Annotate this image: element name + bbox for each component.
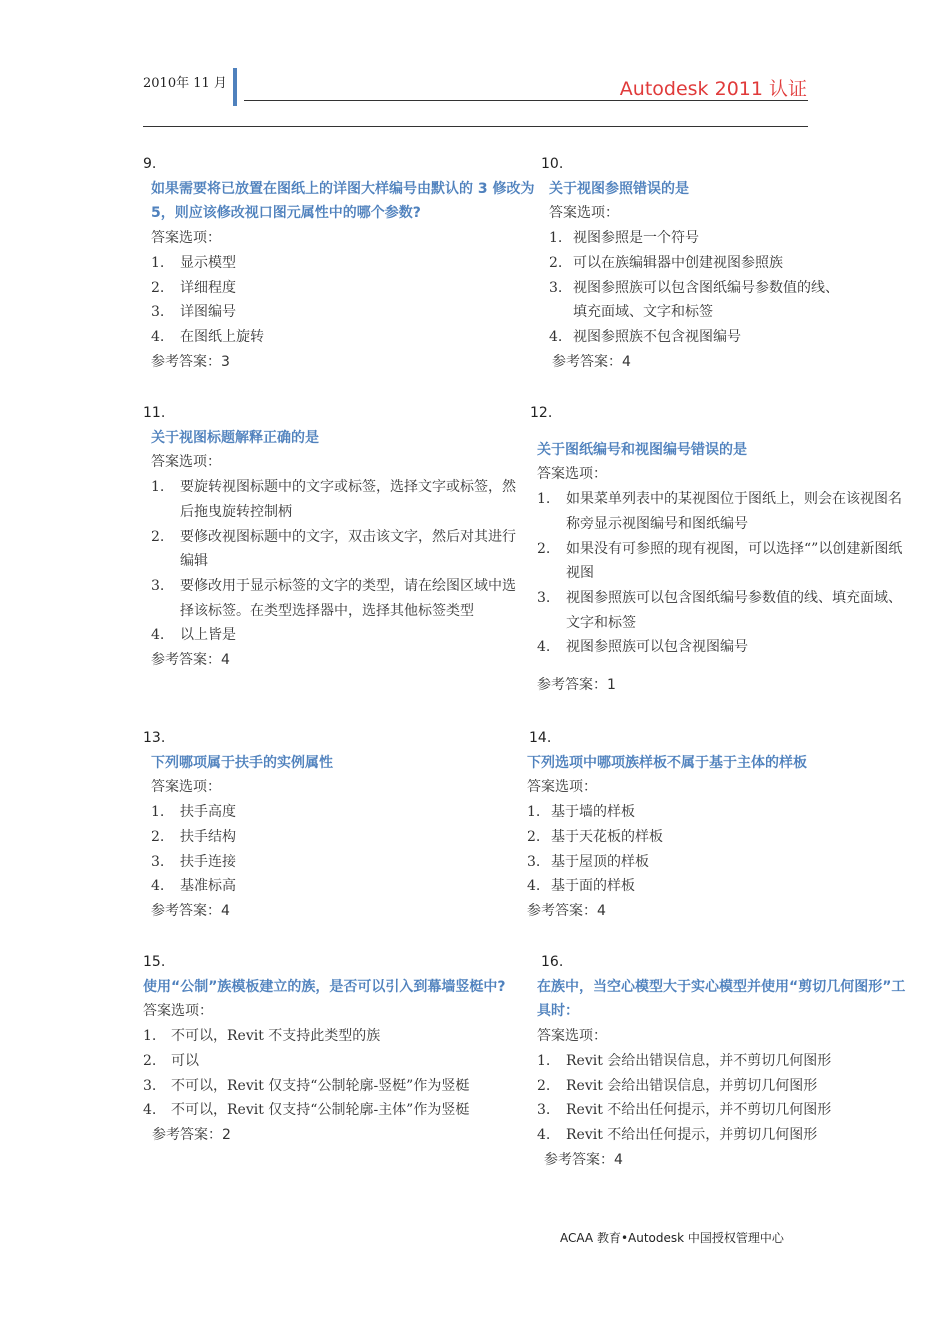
option-2: 2. 扶手结构 xyxy=(151,828,236,845)
options-label: 答案选项： xyxy=(549,205,619,222)
option-4: 4. 基于面的样板 xyxy=(527,878,635,895)
option-2: 2. 基于天花板的样板 xyxy=(527,828,663,845)
question-title: 下列哪项属于扶手的实例属性 xyxy=(151,754,333,771)
option-4: 4. 以上皆是 xyxy=(151,627,236,644)
footer-text: ACAA 教育•Autodesk 中国授权管理中心 xyxy=(560,1231,784,1245)
option-2: 2. 要修改视图标题中的文字，双击该文字，然后对其进行编辑 xyxy=(151,528,516,570)
question-title: 关于图纸编号和视图编号错误的是 xyxy=(537,441,747,458)
options-label: 答案选项： xyxy=(151,779,221,796)
option-1: 1. 不可以，Revit 不支持此类型的族 xyxy=(143,1028,381,1045)
option-4: 4. 视图参照族不包含视图编号 xyxy=(549,328,741,345)
option-4: 4. 在图纸上旋转 xyxy=(151,328,264,345)
question-title: 如果需要将已放置在图纸上的详图大样编号由默认的 3 修改为 5，则应该修改视口图元属性中的哪个参数? xyxy=(151,180,535,222)
question-number: 14. xyxy=(529,730,552,746)
header-date: 2010年 11 月 xyxy=(143,76,227,91)
options-label: 答案选项： xyxy=(143,1003,213,1020)
option-3: 3. 视图参照族可以包含图纸编号参数值的线、填充面域、文字和标签 xyxy=(549,279,839,321)
option-2: 2. 详细程度 xyxy=(151,279,236,296)
question-13 xyxy=(143,726,523,924)
question-16 xyxy=(537,950,909,1172)
answer: 参考答案：4 xyxy=(151,902,230,919)
option-2: 2. 可以在族编辑器中创建视图参照族 xyxy=(549,254,783,271)
options-label: 答案选项： xyxy=(537,1028,607,1045)
question-title: 关于视图参照错误的是 xyxy=(549,180,689,197)
answer: 参考答案：4 xyxy=(552,353,631,370)
option-1: 1. 扶手高度 xyxy=(151,804,236,821)
question-title: 下列选项中哪项族样板不属于基于主体的样板 xyxy=(527,754,807,771)
options-label: 答案选项： xyxy=(151,230,221,247)
question-15 xyxy=(143,950,528,1148)
answer: 参考答案：2 xyxy=(152,1126,231,1143)
options-label: 答案选项： xyxy=(527,779,597,796)
question-12 xyxy=(530,401,910,698)
option-4: 4. Revit 不给出任何提示，并剪切几何图形 xyxy=(537,1126,818,1143)
question-9 xyxy=(143,152,535,374)
option-3: 3. 视图参照族可以包含图纸编号参数值的线、填充面域、文字和标签 xyxy=(537,589,902,631)
question-number: 16. xyxy=(541,954,564,970)
answer: 参考答案：4 xyxy=(151,652,230,669)
question-number: 10. xyxy=(541,156,564,172)
option-4: 4. 不可以，Revit 仅支持“公制轮廓-主体”作为竖梃 xyxy=(143,1102,470,1119)
option-3: 3. 扶手连接 xyxy=(151,853,236,870)
header-brand: Autodesk 2011 认证 xyxy=(619,78,807,100)
question-number: 12. xyxy=(530,405,553,421)
option-4: 4. 基准标高 xyxy=(151,878,236,895)
options-label: 答案选项： xyxy=(537,466,607,483)
answer: 参考答案：1 xyxy=(537,677,616,694)
option-3: 3. Revit 不给出任何提示，并不剪切几何图形 xyxy=(537,1102,832,1119)
options-label: 答案选项： xyxy=(151,454,221,471)
question-10 xyxy=(541,152,841,374)
header-accent-bar xyxy=(233,68,237,106)
option-3: 3. 基于屋顶的样板 xyxy=(527,853,649,870)
question-number: 13. xyxy=(143,730,166,746)
option-1: 1. 显示模型 xyxy=(151,254,236,271)
answer: 参考答案：3 xyxy=(151,353,230,370)
option-3: 3. 要修改用于显示标签的文字的类型，请在绘图区域中选择该标签。在类型选择器中，选择其他标签类型 xyxy=(151,577,516,619)
option-1: 1. Revit 会给出错误信息，并不剪切几何图形 xyxy=(537,1052,832,1069)
question-number: 15. xyxy=(143,954,166,970)
question-title: 使用“公制”族模板建立的族，是否可以引入到幕墙竖梃中? xyxy=(143,978,506,995)
question-title: 关于视图标题解释正确的是 xyxy=(151,429,319,446)
option-2: 2. Revit 会给出错误信息，并剪切几何图形 xyxy=(537,1077,818,1094)
option-3: 3. 详图编号 xyxy=(151,304,236,321)
answer: 参考答案：4 xyxy=(527,902,606,919)
option-1: 1. 如果菜单列表中的某视图位于图纸上，则会在该视图名称旁显示视图编号和图纸编号 xyxy=(537,491,902,532)
option-1: 1. 视图参照是一个符号 xyxy=(549,230,699,247)
question-title: 在族中，当空心模型大于实心模型并使用“剪切几何图形”工具时： xyxy=(537,978,906,1020)
question-number: 11. xyxy=(143,405,166,421)
option-1: 1. 要旋转视图标题中的文字或标签，选择文字或标签，然后拖曳旋转控制柄 xyxy=(151,479,516,520)
option-4: 4. 视图参照族可以包含视图编号 xyxy=(537,639,748,656)
question-11 xyxy=(143,401,523,673)
answer: 参考答案：4 xyxy=(544,1151,623,1168)
option-1: 1. 基于墙的样板 xyxy=(527,804,635,821)
question-number: 9. xyxy=(143,156,157,172)
question-14 xyxy=(527,726,907,924)
header-divider xyxy=(143,126,808,127)
option-2: 2. 如果没有可参照的现有视图，可以选择“”以创建新图纸视图 xyxy=(537,540,903,582)
option-2: 2. 可以 xyxy=(143,1052,199,1069)
option-3: 3. 不可以，Revit 仅支持“公制轮廓-竖梃”作为竖梃 xyxy=(143,1077,470,1094)
